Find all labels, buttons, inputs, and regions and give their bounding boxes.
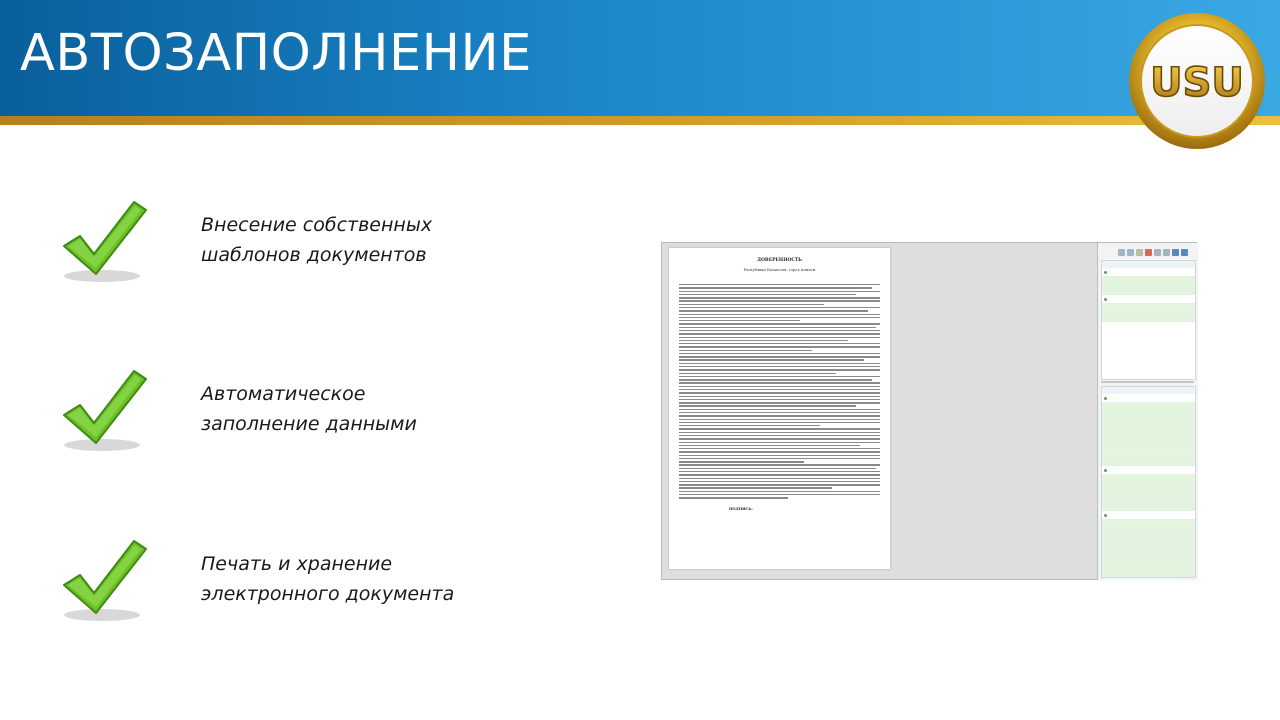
checkmark-icon <box>58 537 150 623</box>
document-text-line <box>679 487 832 488</box>
document-text-line <box>679 317 880 318</box>
document-text-line <box>679 297 880 298</box>
document-text-line <box>679 409 880 410</box>
document-text-line <box>679 373 836 374</box>
document-text-line <box>679 415 880 416</box>
document-text-line <box>679 405 856 406</box>
document-text-line <box>679 412 880 413</box>
header-gold-stripe <box>0 116 1280 125</box>
tree-item[interactable] <box>1102 484 1195 493</box>
document-text-line <box>679 464 880 465</box>
template-fields-panel <box>1097 243 1198 580</box>
tree-item[interactable] <box>1102 547 1195 556</box>
feature-item-print-storage <box>201 549 521 609</box>
document-text-line <box>679 448 880 449</box>
document-text-line <box>679 484 880 485</box>
tree-item[interactable] <box>1102 529 1195 538</box>
document-text-line <box>679 323 880 324</box>
document-text-line <box>679 366 880 367</box>
usu-logo <box>1126 10 1268 152</box>
tree-item[interactable] <box>1102 403 1195 412</box>
document-text-line <box>679 491 880 492</box>
edit-icon[interactable] <box>1136 249 1143 256</box>
move-up-icon[interactable] <box>1172 249 1179 256</box>
document-text-line <box>679 461 804 462</box>
tree-item[interactable] <box>1102 277 1195 286</box>
feature-line: заполнение данными <box>201 413 417 435</box>
document-text-line <box>679 392 880 393</box>
document-text-line <box>679 369 880 370</box>
panel-splitter[interactable] <box>1101 381 1194 383</box>
document-text-line <box>679 379 872 380</box>
document-text-line <box>679 435 880 436</box>
feature-item-autofill <box>201 379 521 439</box>
feature-item-templates <box>201 210 521 270</box>
tree-item[interactable] <box>1102 394 1195 403</box>
tree-item[interactable] <box>1102 466 1195 475</box>
document-text-line <box>679 494 880 495</box>
document-body-text <box>679 284 880 501</box>
tree-item[interactable] <box>1102 304 1195 313</box>
document-text-line <box>679 356 880 357</box>
document-editor-screenshot <box>661 242 1197 580</box>
document-text-line <box>679 471 880 472</box>
document-text-line <box>679 343 880 344</box>
feature-line: шаблонов документов <box>201 244 427 266</box>
slide-title: АВТОЗАПОЛНЕНИЕ <box>20 24 532 83</box>
tree-item[interactable] <box>1102 268 1195 277</box>
document-text-line <box>679 419 880 420</box>
document-text-line <box>679 497 788 498</box>
panel-caption <box>1102 261 1195 268</box>
document-text-line <box>679 300 880 301</box>
tree-item[interactable] <box>1102 538 1195 547</box>
tree-item[interactable] <box>1102 313 1195 322</box>
tree-item[interactable] <box>1102 574 1195 578</box>
tree-item[interactable] <box>1102 556 1195 565</box>
document-text-line <box>679 474 880 475</box>
document-text-line <box>679 438 880 439</box>
tree-item[interactable] <box>1102 439 1195 448</box>
document-text-line <box>679 382 880 383</box>
feature-line: Внесение собственных <box>201 214 433 236</box>
document-text-line <box>679 314 880 315</box>
document-text-line <box>679 327 876 328</box>
logo-text: USU <box>1150 60 1244 106</box>
tree-item[interactable] <box>1102 520 1195 529</box>
document-text-line <box>679 468 876 469</box>
tree-item[interactable] <box>1102 502 1195 511</box>
delete-icon[interactable] <box>1145 249 1152 256</box>
document-text-line <box>679 287 872 288</box>
checkmark-icon <box>58 367 150 453</box>
document-text-line <box>679 458 880 459</box>
document-text-line <box>679 346 880 347</box>
document-text-line <box>679 376 880 377</box>
document-text-line <box>679 478 880 479</box>
tree-item[interactable] <box>1102 430 1195 439</box>
panel-toolbar <box>1118 249 1188 257</box>
feature-line: Автоматическое <box>201 383 366 405</box>
document-text-line <box>679 320 800 321</box>
document-text-line <box>679 445 860 446</box>
document-text-line <box>679 442 880 443</box>
document-text-line <box>679 291 880 292</box>
move-down-icon[interactable] <box>1181 249 1188 256</box>
tree-item[interactable] <box>1102 412 1195 421</box>
document-text-line <box>679 425 820 426</box>
document-text-line <box>679 455 880 456</box>
settings-icon[interactable] <box>1154 249 1161 256</box>
document-signature-label: ПОДПИСЬ: <box>729 507 753 511</box>
document-text-line <box>679 389 880 390</box>
document-text-line <box>679 399 880 400</box>
document-text-line <box>679 333 880 334</box>
tree-item[interactable] <box>1102 421 1195 430</box>
document-text-line <box>679 428 880 429</box>
document-subheading: Республика Казахстан, город Алматы <box>743 268 816 272</box>
document-page <box>669 248 890 569</box>
document-text-line <box>679 307 880 308</box>
document-text-line <box>679 359 864 360</box>
copy-icon[interactable] <box>1127 249 1134 256</box>
document-text-line <box>679 353 880 354</box>
document-text-line <box>679 337 880 338</box>
document-text-line <box>679 451 880 452</box>
document-heading: ДОВЕРЕННОСТЬ <box>756 258 803 263</box>
document-text-line <box>679 422 880 423</box>
document-text-line <box>679 432 880 433</box>
bookmarks-tree <box>1101 260 1196 380</box>
document-text-line <box>679 363 880 364</box>
checkmark-icon <box>58 198 150 284</box>
tree-item[interactable] <box>1102 493 1195 502</box>
tree-item[interactable] <box>1102 457 1195 466</box>
feature-line: Печать и хранение <box>201 553 393 575</box>
document-text-line <box>679 310 868 311</box>
document-text-line <box>679 284 880 285</box>
panel-caption <box>1102 387 1195 394</box>
document-text-line <box>679 481 880 482</box>
add-icon[interactable] <box>1118 249 1125 256</box>
feature-line: электронного документа <box>201 583 455 605</box>
tree-item[interactable] <box>1102 565 1195 574</box>
data-fields-tree <box>1101 386 1196 578</box>
refresh-icon[interactable] <box>1163 249 1170 256</box>
document-text-line <box>679 340 848 341</box>
tree-item[interactable] <box>1102 475 1195 484</box>
document-text-line <box>679 396 880 397</box>
document-text-line <box>679 350 812 351</box>
field-rows <box>1102 394 1195 578</box>
document-text-line <box>679 294 856 295</box>
tree-item[interactable] <box>1102 511 1195 520</box>
document-text-line <box>679 304 824 305</box>
tree-item[interactable] <box>1102 286 1195 295</box>
document-text-line <box>679 330 880 331</box>
document-text-line <box>679 386 880 387</box>
tree-item[interactable] <box>1102 295 1195 304</box>
document-text-line <box>679 402 880 403</box>
tree-item[interactable] <box>1102 448 1195 457</box>
